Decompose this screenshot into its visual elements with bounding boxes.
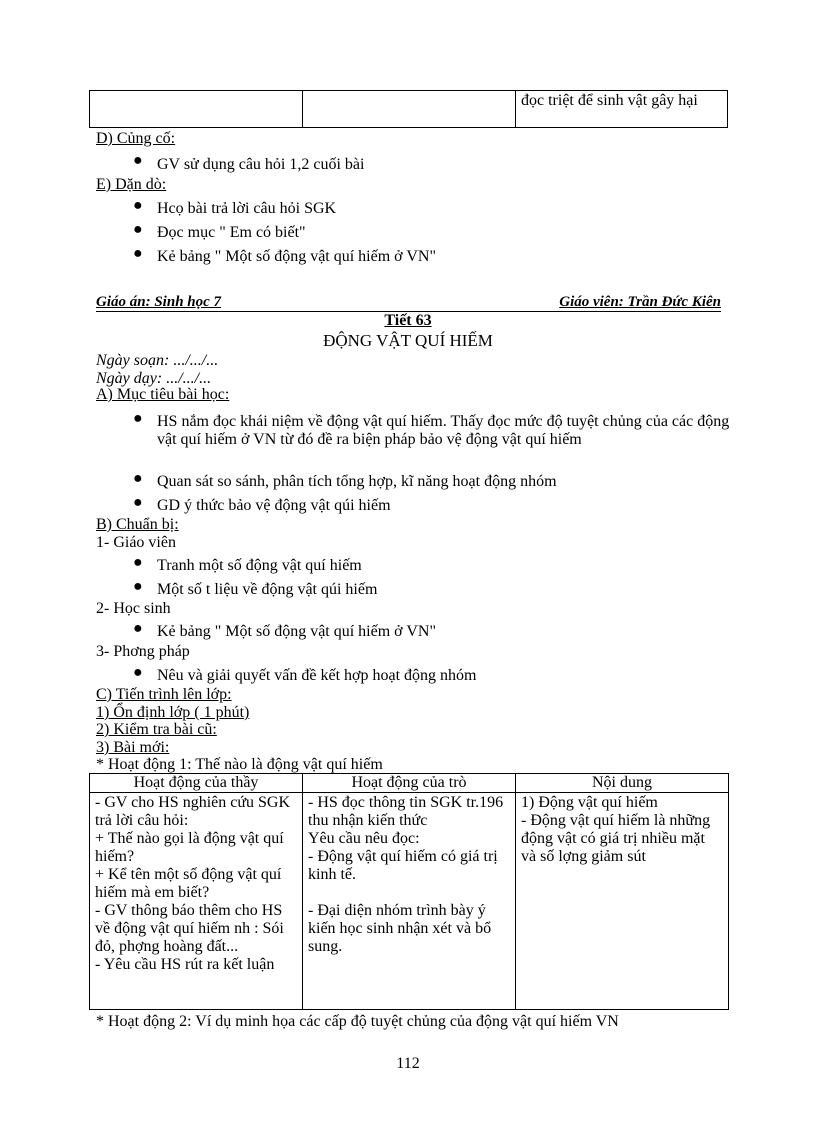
page-number: 112	[396, 1055, 420, 1072]
table-cell-teacher	[90, 793, 303, 1010]
section-c-title: C) Tiến trình lên lớp:	[96, 686, 232, 703]
bullet-icon: ●	[133, 494, 143, 511]
top-table-cell-1	[90, 91, 303, 128]
date-teach: Ngày dạy: .../.../...	[96, 370, 212, 387]
table-header: Hoạt động của trò	[303, 774, 516, 793]
section-b-item: Kẻ bảng " Một số động vật quí hiếm ở VN"	[157, 623, 436, 640]
cell-line: - GV thông báo thêm cho HS về động vật quí hiếm nh : Sói đỏ, phợng hoàng đất...	[95, 902, 284, 955]
cell-line: + Thế nào gọi là động vật quí hiếm?	[95, 830, 284, 865]
table-cell-content	[516, 793, 729, 1010]
section-d-item: GV sử dụng câu hỏi 1,2 cuối bài	[157, 156, 365, 173]
section-e-title: E) Dặn dò:	[96, 176, 167, 193]
section-b-item: Tranh một số động vật quí hiếm	[157, 557, 362, 574]
section-b-group: 1- Giáo viên	[96, 534, 176, 551]
cell-line: - Động vật quí hiếm là những động vật có giá trị nhiều mặt và số lợng giảm sút	[521, 812, 711, 865]
section-a-item: HS nắm đọc khái niệm về động vật quí hiếm. Thấy đọc mức độ tuyệt chủng của các động vật quí hiếm ở VN từ đó đề ra biện pháp bảo vệ động vật quí hiếm	[157, 413, 730, 448]
header-right: Giáo viên: Trần Đức Kiên	[559, 294, 721, 310]
cell-line: - GV cho HS nghiên cứu SGK trả lời câu hỏi:	[95, 794, 291, 829]
cell-line: 1) Động vật quí hiếm	[521, 794, 658, 811]
section-e-item: Đọc mục " Em có biết"	[157, 224, 306, 241]
top-table	[89, 90, 728, 128]
bullet-icon: ●	[133, 578, 143, 595]
section-b-item: Một số t liệu về động vật qúi hiếm	[157, 581, 378, 598]
bullet-icon: ●	[133, 554, 143, 571]
cell-line: - Động vật quí hiếm có giá trị kinh tế.	[308, 848, 498, 883]
section-b-title: B) Chuẩn bị:	[96, 516, 179, 533]
cell-line	[308, 884, 510, 902]
activity-1-title: * Hoạt động 1: Thế nào là động vật quí hiếm	[96, 756, 383, 773]
table-header: Hoạt động của thầy	[90, 774, 303, 793]
activity-table	[89, 773, 729, 1010]
lesson-title: ĐỘNG VẬT QUÍ HIẾM	[323, 331, 493, 350]
cell-line: - Đại diện nhóm trình bày ý kiến học sinh nhận xét và bổ sung.	[308, 902, 492, 955]
bullet-icon: ●	[133, 221, 143, 238]
top-table-cell-3: đọc triệt để sinh vật gây hại	[516, 91, 728, 128]
lesson-number: Tiết 63	[384, 312, 432, 329]
top-table-cell-2	[303, 91, 516, 128]
cell-line: Yêu cầu nêu đọc:	[308, 830, 420, 847]
section-c-step: 2) Kiểm tra bài cũ:	[96, 721, 217, 738]
section-b-group: 2- Học sinh	[96, 600, 171, 617]
bullet-icon: ●	[133, 470, 143, 487]
section-b-group: 3- Phơng pháp	[96, 643, 190, 660]
cell-line: - HS đọc thông tin SGK tr.196 thu nhận kiến thức	[308, 794, 504, 829]
activity-2-title: * Hoạt động 2: Ví dụ minh họa các cấp độ tuyệt chủng của động vật quí hiếm VN	[96, 1013, 619, 1030]
section-c-step: 1) Ổn định lớp ( 1 phút)	[96, 704, 250, 721]
section-e-item: Kẻ bảng " Một số động vật quí hiếm ở VN"	[157, 248, 436, 265]
table-cell-student	[303, 793, 516, 1010]
date-prep: Ngày soạn: .../.../...	[96, 352, 219, 369]
section-c-step: 3) Bài mới:	[96, 739, 170, 756]
bullet-icon: ●	[133, 620, 143, 637]
bullet-icon: ●	[133, 152, 143, 169]
bullet-icon: ●	[133, 664, 143, 681]
section-a-item: Quan sát so sánh, phân tích tổng hợp, kĩ năng hoạt động nhóm	[157, 473, 557, 490]
section-d-title: D) Củng cố:	[96, 130, 176, 147]
cell-line: + Kể tên một số động vật quí hiếm mà em biết?	[95, 866, 282, 901]
section-a-item: GD ý thức bảo vệ động vật qúi hiếm	[157, 497, 391, 514]
section-b-item: Nêu và giải quyết vấn đề kết hợp hoạt động nhóm	[157, 667, 477, 684]
header-left: Giáo án: Sinh học 7	[96, 294, 222, 310]
bullet-icon: ●	[133, 197, 143, 214]
section-a-title: A) Mục tiêu bài học:	[96, 386, 230, 403]
bullet-icon: ●	[133, 410, 143, 427]
section-e-item: Hcọ bài trả lời câu hỏi SGK	[157, 200, 337, 217]
cell-line: - Yêu cầu HS rút ra kết luận	[95, 956, 275, 973]
bullet-icon: ●	[133, 245, 143, 262]
table-header: Nội dung	[516, 774, 729, 793]
